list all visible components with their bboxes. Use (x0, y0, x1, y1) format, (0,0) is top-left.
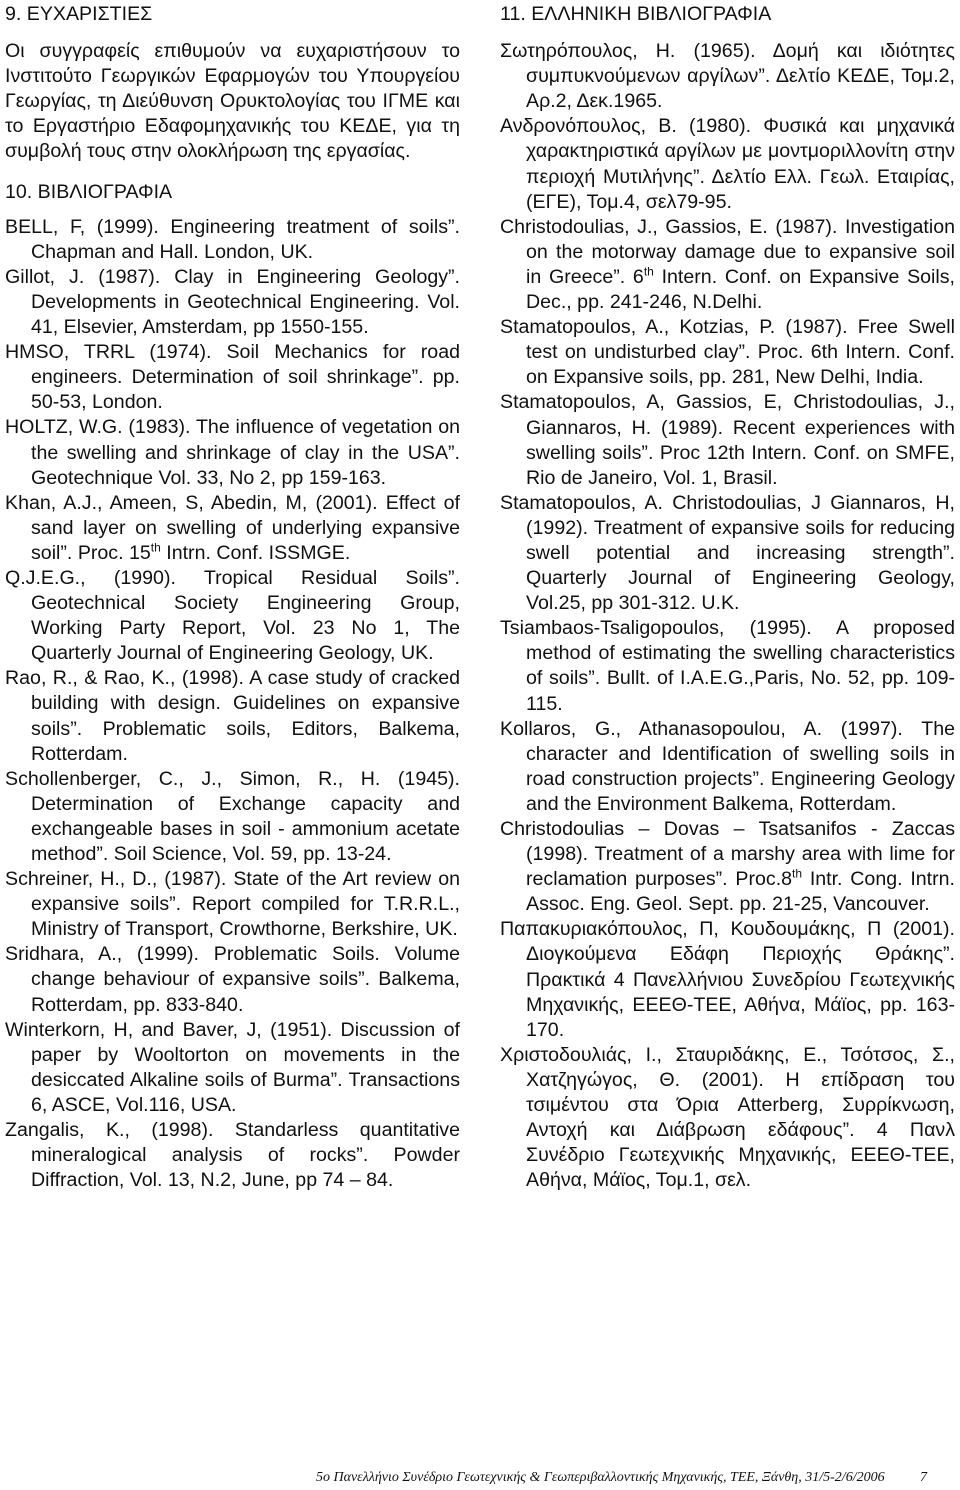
right-column (500, 0, 955, 1193)
reference-text: BELL, F, (1999). Engineering treatment of soils”. Chapman and Hall. London, UK. (5, 215, 460, 263)
reference-item (500, 215, 955, 315)
reference-item (5, 340, 460, 415)
reference-text: Stamatopoulos, A. Christodoulias, J Giannaros, H, (1992). Treatment of expansive soils for reducing swell potential and increasing strength”. Quarterly Journal of Engineering Geology, Vol.25, pp 301-312. U.K. (500, 491, 955, 615)
reference-item (5, 566, 460, 666)
reference-item (5, 215, 460, 265)
reference-item (5, 265, 460, 340)
reference-text: HOLTZ, W.G. (1983). The influence of vegetation on the swelling and shrinkage of clay in the USA”. Geotechnique Vol. 33, No 2, pp 159-163. (5, 416, 460, 489)
reference-item (500, 817, 955, 917)
references-list (5, 215, 460, 1194)
reference-text: Christodoulias – Dovas – Tsatsanifos - Zaccas (1998). Treatment of a marshy area with lime for reclamation purposes”. Proc.8 (500, 818, 955, 891)
reference-item (500, 390, 955, 490)
reference-item (5, 1018, 460, 1118)
reference-item (5, 942, 460, 1017)
reference-text: Rao, R., & Rao, K., (1998). A case study of cracked building with design. Guidelines on expansive soils”. Problematic soils, Editors, Balkema, Rotterdam. (5, 667, 460, 765)
greek-references-list (500, 39, 955, 1193)
reference-text-tail: Intern. Conf. on Expansive Soils, Dec., pp. 241-246, N.Delhi. (526, 265, 955, 314)
reference-superscript: th (792, 866, 803, 881)
reference-text: Tsiambaos-Tsaligopoulos, (1995). A proposed method of estimating the swelling characteristics of soils”. Bullt. of I.A.E.G.,Paris, No. 52, pp. 109-115. (500, 617, 955, 715)
left-column (5, 0, 460, 1193)
reference-text: Zangalis, K., (1998). Standarless quantitative mineralogical analysis of rocks”. Powder Diffraction, Vol. 13, N.2, June, pp 74 – 84. (5, 1119, 460, 1192)
reference-text-tail: Intrn. Conf. ISSMGE. (160, 541, 351, 564)
reference-item (500, 315, 955, 390)
reference-item (500, 917, 955, 1042)
reference-item (5, 767, 460, 867)
reference-superscript: th (643, 264, 654, 279)
reference-text: Kollaros, G., Athanasopoulou, A. (1997). The character and Identification of swelling soils in road construction projects”. Engineering Geology and the Environment Balkema, Rotterdam. (500, 717, 955, 815)
reference-text: Gillot, J. (1987). Clay in Engineering Geology”. Developments in Geotechnical Engineering. Vol. 41, Elsevier, Amsterdam, pp 1550-155. (5, 265, 460, 339)
reference-text: Sridhara, A., (1999). Problematic Soils. Volume change behaviour of expansive soils”. Balkema, Rotterdam, pp. 833-840. (5, 943, 460, 1016)
reference-item (5, 415, 460, 490)
page-number: 7 (920, 1470, 927, 1485)
reference-text: Stamatopoulos, A., Kotzias, P. (1987). Free Swell test on undisturbed clay”. Proc. 6th Intern. Conf. on Expansive soils, pp. 281, New Delhi, India. (500, 316, 955, 389)
reference-text: Schollenberger, C., J., Simon, R., H. (1945). Determination of Exchange capacity and exchangeable bases in soil - ammonium acetate method”. Soil Science, Vol. 59, pp. 13-24. (5, 767, 460, 865)
reference-text-tail: Intr. Cong. Intrn. Assoc. Eng. Geol. Sept. pp. 21-25, Vancouver. (526, 868, 955, 916)
reference-item (5, 867, 460, 942)
reference-superscript: th (150, 540, 161, 555)
acknowledgements-text: Οι συγγραφείς επιθυμούν να ευχαριστήσουν το Ινστιτούτο Γεωργικών Εφαρμογών του Υπουργείου Γεωργίας, τη Διεύθυνση Ορυκτολογίας του ΙΓΜΕ και το Εργαστήριο Εδαφομηχανικής του ΚΕΔΕ, για τη συμβολή τους στην ολοκλήρωση της εργασίας. (5, 40, 460, 163)
reference-text: Σωτηρόπουλος, Η. (1965). Δομή και ιδιότητες συμπυκνούμενων αργίλων”. Δελτίο ΚΕΔΕ, Τομ.2, Αρ.2, Δεκ.1965. (500, 40, 955, 113)
references-heading: 10. ΒΙΒΛΙΟΓΡΑΦΙΑ (5, 180, 173, 203)
reference-item (5, 1118, 460, 1193)
reference-text: HMSO, TRRL (1974). Soil Mechanics for road engineers. Determination of soil shrinkage”. pp. 50-53, London. (5, 341, 460, 414)
reference-text: Stamatopoulos, A, Gassios, E, Christodoulias, J., Giannaros, H. (1989). Recent experiences with swelling soils”. Proc 12th Intern. Conf. on SMFE, Rio de Janeiro, Vol. 1, Brasil. (500, 391, 955, 489)
reference-item (500, 717, 955, 817)
reference-text: Schreiner, H., D., (1987). State of the Art review on expansive soils”. Report compiled for T.R.R.L., Ministry of Transport, Crowthorne, Berkshire, UK. (5, 868, 460, 941)
reference-text: Χριστοδουλιάς, Ι., Σταυριδάκης, Ε., Τσότσος, Σ., Χατζηγώγος, Θ. (2001). Η επίδραση του τσιμέντου στα Όρια Atterberg, Συρρίκνωση, Αντοχή και Διάβρωση εδάφους”. 4 Πανλ Συνέδριο Γεωτεχνικής Μηχανικής, ΕΕΕΘ-ΤΕΕ, Αθήνα, Μάϊος, Τομ.1, σελ. (500, 1043, 955, 1192)
reference-item (500, 491, 955, 616)
reference-text: Παπακυριακόπουλος, Π, Κουδουμάκης, Π (2001). Διογκούμενα Εδάφη Περιοχής Θράκης”. Πρακτικά 4 Πανελλήνιου Συνεδρίου Γεωτεχνικής Μηχανικής, ΕΕΕΘ-ΤΕΕ, Αθήνα, Μάϊος, pp. 163-170. (500, 918, 955, 1041)
reference-text: Q.J.E.G., (1990). Tropical Residual Soils”. Geotechnical Society Engineering Group, Working Party Report, Vol. 23 No 1, The Quarterly Journal of Engineering Geology, UK. (5, 566, 460, 665)
reference-item (500, 114, 955, 214)
reference-text: Khan, A.J., Ameen, S, Abedin, M, (2001). Effect of sand layer on swelling of underlying expansive soil”. Proc. 15 (5, 491, 460, 564)
footer-conference-text: 5ο Πανελλήνιο Συνέδριο Γεωτεχνικής & Γεωπεριβαλλοντικής Μηχανικής, ΤΕΕ, Ξάνθη, 31/5-2/6/2006 (316, 1470, 885, 1485)
reference-item (5, 491, 460, 566)
reference-text: Christodoulias, J., Gassios, E. (1987). Investigation on the motorway damage due to expansive soil in Greece”. 6 (500, 215, 955, 288)
reference-item (5, 666, 460, 766)
reference-item (500, 1043, 955, 1194)
reference-text: Winterkorn, H, and Baver, J, (1951). Discussion of paper by Wooltorton on movements in the desiccated Alkaline soils of Burma”. Transactions 6, ASCE, Vol.116, USA. (5, 1018, 460, 1116)
reference-item (500, 616, 955, 716)
greek-references-heading: 11. ΕΛΛΗΝΙΚΗ ΒΙΒΛΙΟΓΡΑΦΙΑ (500, 3, 772, 25)
reference-item (500, 39, 955, 114)
acknowledgements-heading: 9. ΕΥΧΑΡΙΣΤΙΕΣ (5, 3, 153, 25)
reference-text: Ανδρονόπουλος, Β. (1980). Φυσικά και μηχανικά χαρακτηριστικά αργίλων με μοντμοριλλονίτη στην περιοχή Μυτιλήνης”. Δελτίο Ελλ. Γεωλ. Εταιρίας, (ΕΓΕ), Τομ.4, σελ79-95. (500, 115, 955, 213)
